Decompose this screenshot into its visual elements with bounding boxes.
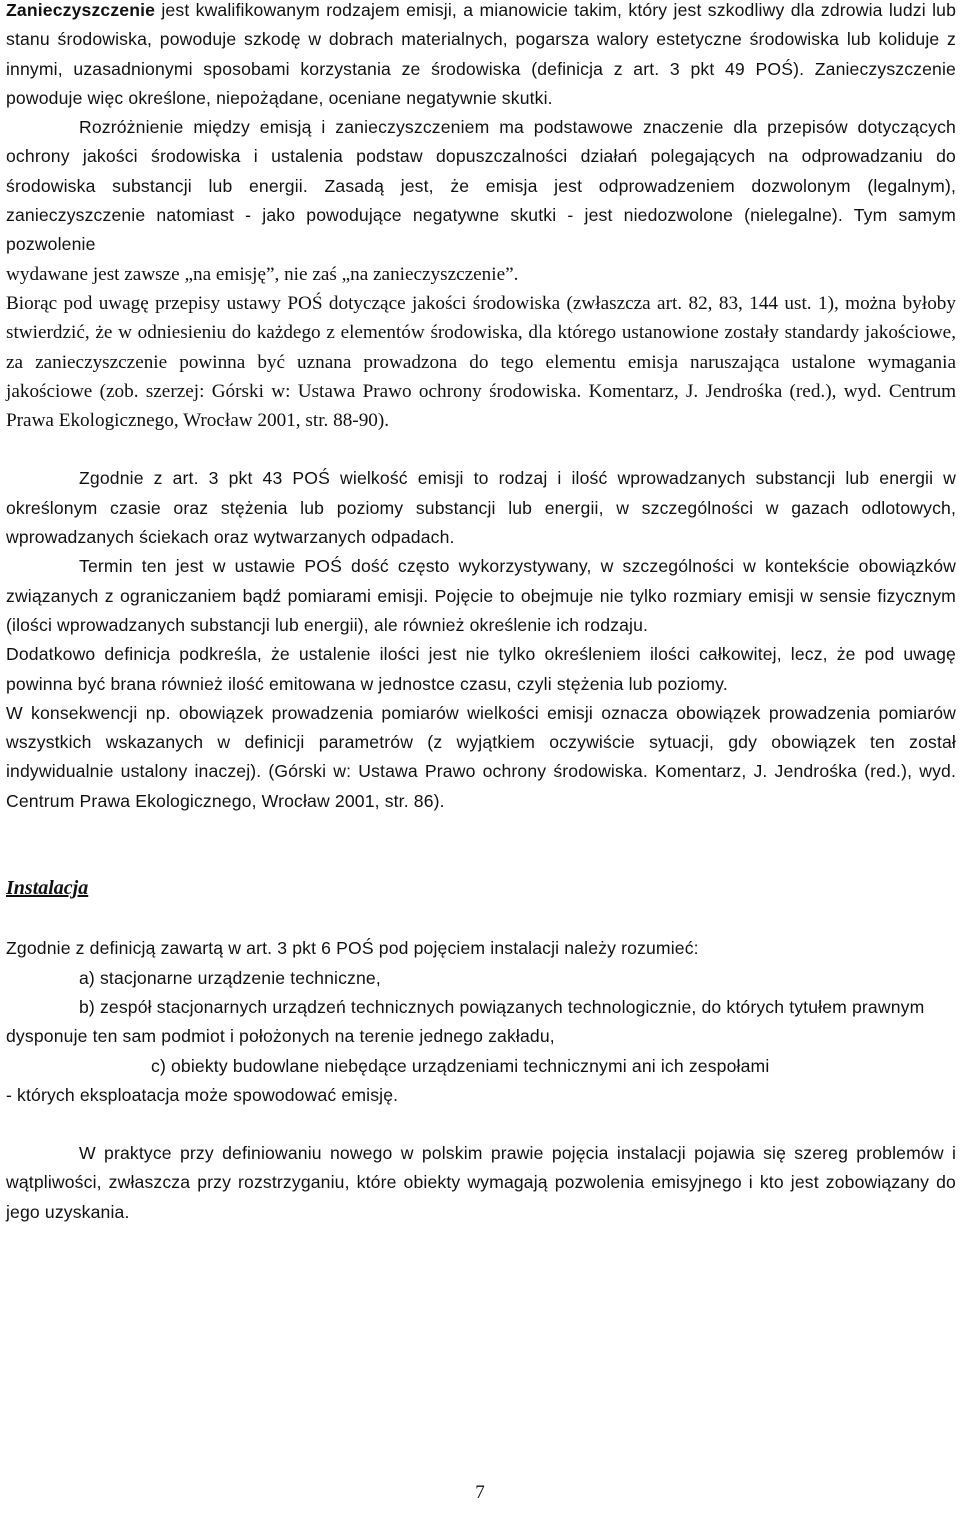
list-item-tail: - których eksploatacja może spowodować emisję.: [6, 1084, 399, 1105]
paragraph-text: wydawane jest zawsze „na emisję”, nie zaś „na zanieczyszczenie”.: [6, 263, 519, 285]
paragraph-permit-line: [6, 260, 956, 289]
paragraph-zanieczyszczenie-definition: [6, 0, 956, 113]
paragraph-quality-standards: [6, 289, 956, 435]
paragraph-term-usage: [6, 552, 956, 640]
paragraph-consequences: [6, 699, 956, 816]
list-item-b: b) zespół stacjonarnych urządzeń technicznych powiązanych technologicznie, do których tytułem prawnym dysponuje ten sam podmiot i położonych na terenie jednego zakładu,: [6, 996, 925, 1047]
paragraph-emission-volume-definition: [6, 464, 956, 552]
paragraph-text: Biorąc pod uwagę przepisy ustawy POŚ dotyczące jakości środowiska (zwłaszcza art. 82, 83, 144 ust. 1), można byłoby stwierdzić, że w odniesieniu do każdego z elementów środowiska, dla którego ustanowione zostały standardy jakościowe, za zanieczyszczenie powinna być uznana prowadzona do tego elementu emisja naruszająca ustalone wymagania jakościowe (zob. szerzej: Górski w: Ustawa Prawo ochrony środowiska. Komentarz, J. Jendrośka (red.), wyd. Centrum Prawa Ekologicznego, Wrocław 2001, str. 88-90).: [6, 292, 956, 432]
paragraph-text: Zgodnie z art. 3 pkt 43 POŚ wielkość emisji to rodzaj i ilość wprowadzanych substancji lub energii w określonym czasie oraz stężenia lub poziomy substancji lub energii, w szczególności w gazach odlotowych, wprowadzanych ściekach oraz wytwarzanych odpadach.: [6, 468, 956, 548]
paragraph-text: W konsekwencji np. obowiązek prowadzenia pomiarów wielkości emisji oznacza obowiązek prowadzenia pomiarów wszystkich wskazanych w definicji parametrów (z wyjątkiem oczywiście sytuacji, gdy obowiązek ten został indywidualnie ustalony inaczej). (Górski w: Ustawa Prawo ochrony środowiska. Komentarz, J. Jendrośka (red.), wyd. Centrum Prawa Ekologicznego, Wrocław 2001, str. 86).: [6, 702, 956, 811]
paragraph-additional-definition: [6, 640, 956, 699]
term-zanieczyszczenie: Zanieczyszczenie: [6, 0, 156, 20]
section-heading-instalacja: Instalacja: [6, 877, 89, 900]
list-item-c: c) obiekty budowlane niebędące urządzeniami technicznymi ani ich zespołami: [151, 1055, 770, 1076]
paragraph-text: Rozróżnienie między emisją i zanieczyszczeniem ma podstawowe znaczenie dla przepisów dotyczących ochrony jakości środowiska i ustalenia podstaw dopuszczalności działań polegających na odprowadzaniu do środowiska substancji lub energii. Zasadą jest, że emisja jest odprowadzeniem dozwolonym (legalnym), zanieczyszczenie natomiast - jako powodujące negatywne skutki - jest niedozwolone (nielegalne). Tym samym pozwolenie: [6, 117, 956, 255]
document-page: [6, 0, 956, 1227]
paragraph-text: Dodatkowo definicja podkreśla, że ustalenie ilości jest nie tylko określeniem ilości całkowitej, lecz, że pod uwagę powinna być brana również ilość emitowana w jednostce czasu, czyli stężenia lub poziomy.: [6, 644, 956, 694]
paragraph-text: jest kwalifikowanym rodzajem emisji, a mianowicie takim, który jest szkodliwy dla zdrowia ludzi lub stanu środowiska, powoduje szkodę w dobrach materialnych, pogarsza walory estetyczne środowiska lub koliduje z innymi, uzasadnionymi sposobami korzystania ze środowiska (definicja z art. 3 pkt 49 POŚ). Zanieczyszczenie powoduje więc określone, niepożądane, oceniane negatywnie skutki.: [6, 0, 956, 108]
paragraph-text: Termin ten jest w ustawie POŚ dość często wykorzystywany, w szczególności w kontekście obowiązków związanych z ograniczaniem bądź pomiarami emisji. Pojęcie to obejmuje nie tylko rozmiary emisji w sensie fizycznym (ilości wprowadzanych substancji lub energii), ale również określenie ich rodzaju.: [6, 556, 956, 635]
paragraph-closing: W praktyce przy definiowaniu nowego w polskim prawie pojęcia instalacji pojawia się szereg problemów i wątpliwości, zwłaszcza przy rozstrzyganiu, które obiekty wymagają pozwolenia emisyjnego i kto jest zobowiązany do jego uzyskania.: [6, 1143, 956, 1222]
paragraph-emission-vs-pollution: [6, 113, 956, 259]
section-intro: Zgodnie z definicją zawartą w art. 3 pkt 6 POŚ pod pojęciem instalacji należy rozumieć:: [6, 938, 699, 959]
page-number: 7: [475, 1482, 485, 1503]
list-item-a: a) stacjonarne urządzenie techniczne,: [79, 967, 381, 988]
